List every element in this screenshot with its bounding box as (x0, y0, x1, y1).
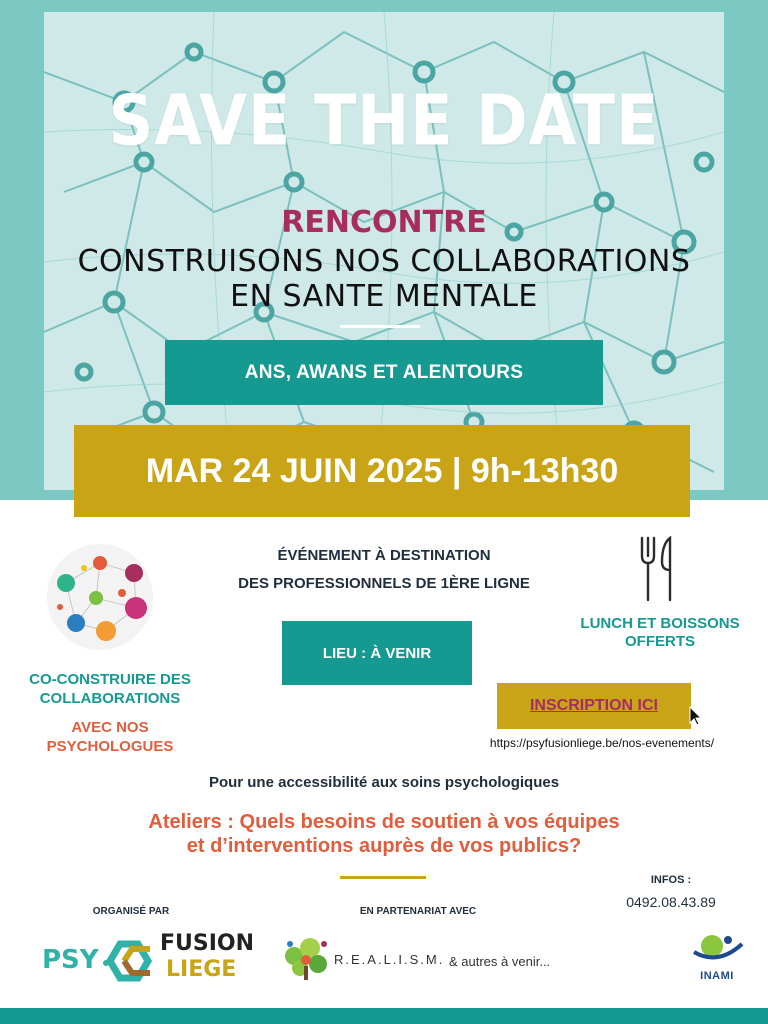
realism-logo (280, 934, 332, 982)
audience-text (222, 542, 546, 598)
gold-divider (340, 876, 426, 879)
psychologists-line2: PSYCHOLOGUES (46, 738, 174, 755)
co-construct-heading (10, 670, 210, 708)
audience-line1: ÉVÉNEMENT À DESTINATION (277, 547, 491, 564)
inami-name: INAMI (700, 970, 734, 982)
lunch-line2: OFFERTS (625, 633, 695, 650)
cursor-icon (688, 705, 704, 727)
psy-logo-mark-icon (100, 931, 160, 991)
lunch-offered (560, 615, 760, 651)
liege-logo-text: LIEGE (166, 957, 237, 982)
location-banner: ANS, AWANS ET ALENTOURS (165, 340, 603, 405)
infos-label: INFOS : (650, 874, 692, 886)
register-button[interactable]: INSCRIPTION ICI (497, 683, 691, 729)
audience-line2: DES PROFESSIONNELS DE 1ÈRE LIGNE (238, 575, 530, 592)
venue-badge: LIEU : À VENIR (282, 621, 472, 685)
save-the-date-heading: SAVE THE DATE (108, 79, 660, 162)
psychologists-line1: AVEC NOS (71, 719, 149, 736)
accessibility-statement: Pour une accessibilité aux soins psychologiques (208, 774, 560, 791)
lunch-line1: LUNCH ET BOISSONS (580, 615, 740, 632)
co-construct-line1: CO-CONSTRUIRE DES (29, 671, 191, 688)
inami-logo (690, 930, 746, 966)
fusion-logo-text: FUSION (160, 931, 255, 956)
title-divider (340, 325, 420, 328)
event-title-line1: CONSTRUISONS NOS COLLABORATIONS (77, 244, 691, 279)
cutlery-icon (638, 536, 678, 602)
event-title-line2: EN SANTE MENTALE (230, 279, 538, 314)
partnership-label: EN PARTENARIAT AVEC (359, 906, 477, 917)
infos-phone: 0492.08.43.89 (626, 894, 716, 910)
psy-logo-text: PSY (42, 945, 99, 975)
registration-url[interactable]: https://psyfusionliege.be/nos-evenements/ (489, 736, 715, 750)
workshop-line2: et d’interventions auprès de vos publics? (186, 835, 582, 857)
workshop-line1: Ateliers : Quels besoins de soutien à vos équipes (148, 811, 620, 833)
rencontre-label: RENCONTRE (281, 205, 487, 240)
bottom-band (0, 1008, 768, 1024)
date-time-banner: MAR 24 JUIN 2025 | 9h-13h30 (74, 425, 690, 517)
organized-by-label: ORGANISÉ PAR (92, 906, 170, 917)
people-network-icon (46, 543, 154, 651)
psy-fusion-logo (40, 925, 255, 995)
co-construct-line2: COLLABORATIONS (39, 690, 181, 707)
realism-name: R.E.A.L.I.S.M. (334, 952, 445, 967)
psychologists-heading (10, 718, 210, 756)
other-partners-text: & autres à venir... (449, 954, 551, 969)
